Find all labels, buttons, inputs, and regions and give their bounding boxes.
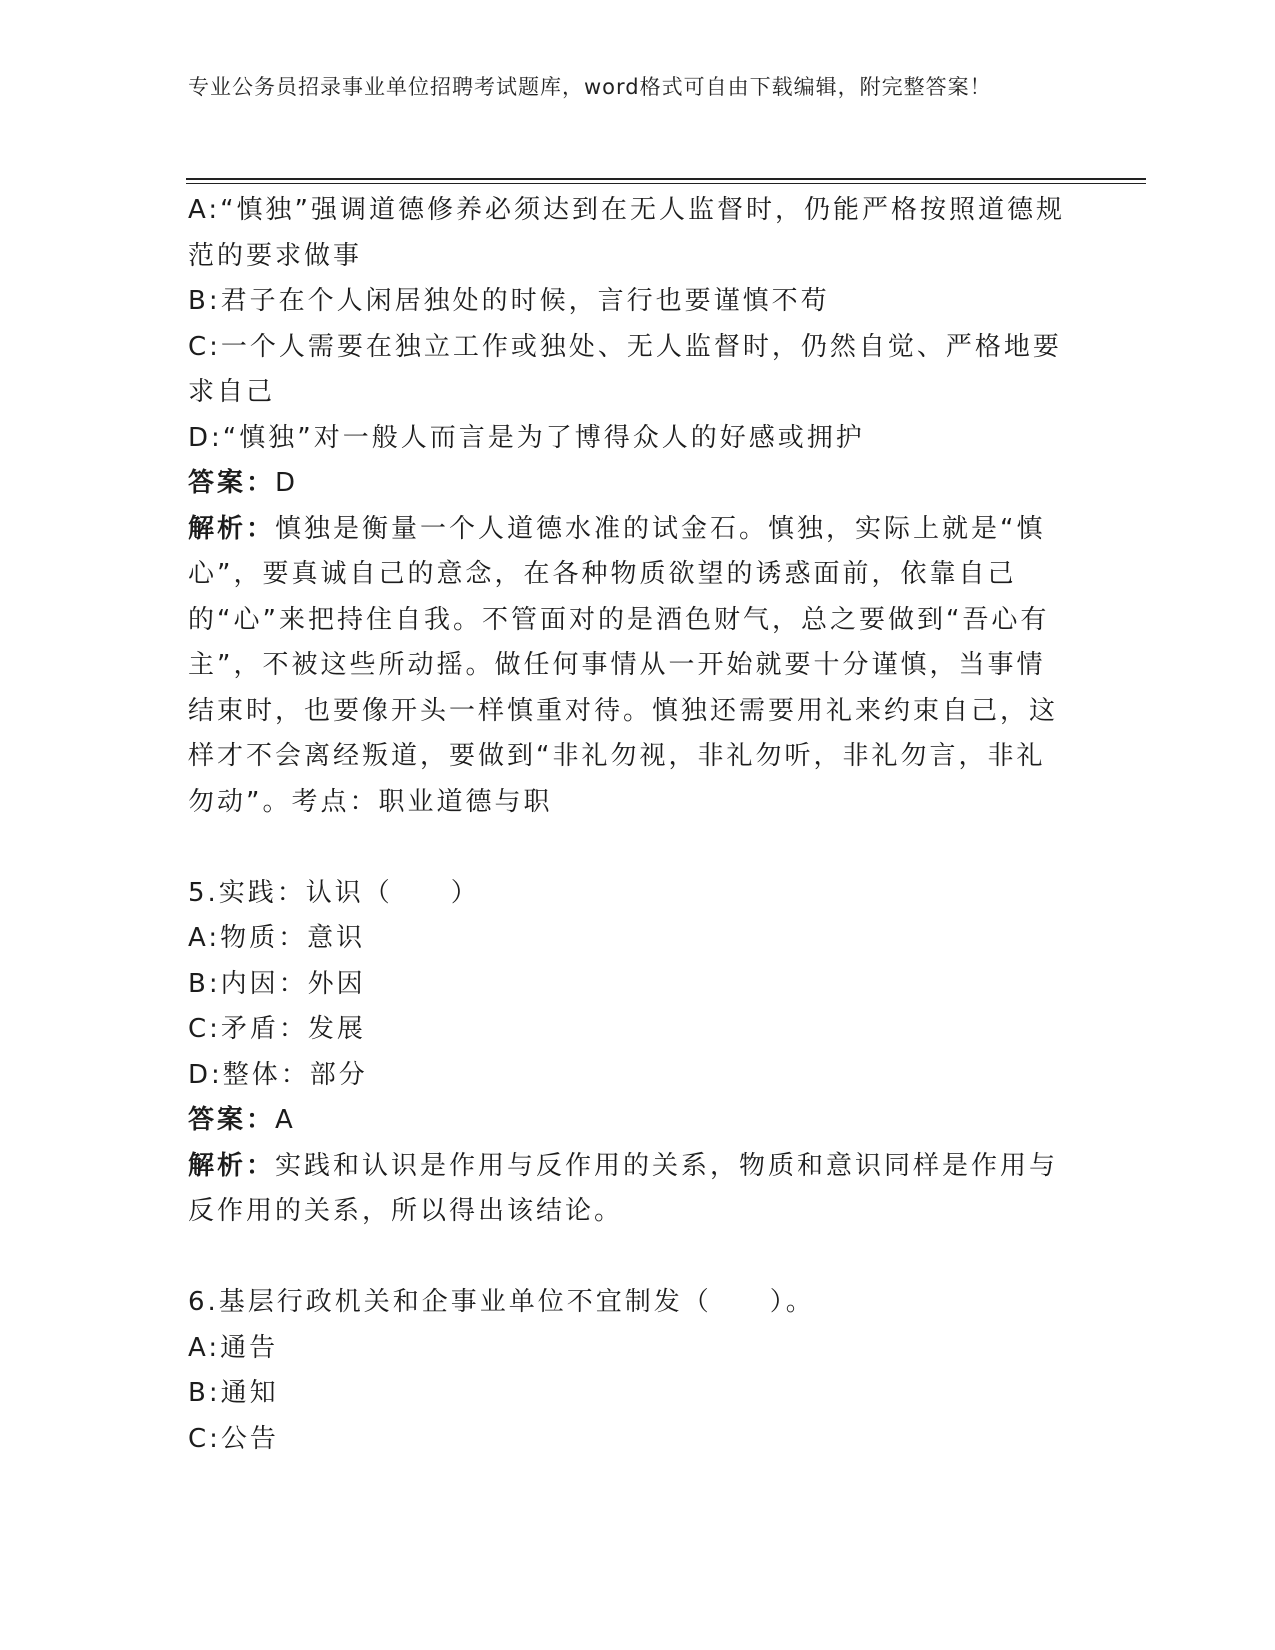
spacer — [188, 1235, 1068, 1281]
analysis — [188, 1144, 1068, 1235]
answer-value: A — [275, 1105, 296, 1135]
option-b: B:通知 — [188, 1378, 279, 1408]
option-c: C:矛盾：发展 — [188, 1014, 366, 1044]
question-4 — [188, 188, 1068, 825]
spacer — [188, 825, 1068, 871]
header-rule-thin — [186, 183, 1146, 184]
option-d: D:整体：部分 — [188, 1059, 368, 1090]
analysis-text: 实践和认识是作用与反作用的关系，物质和意识同样是作用与反作用的关系，所以得出该结论。 — [188, 1150, 1059, 1226]
analysis-label: 解析： — [188, 1150, 276, 1181]
question-6 — [188, 1280, 1068, 1462]
question-5 — [188, 871, 1068, 1235]
option-a: A:“慎独”强调道德修养必须达到在无人监督时，仍能严格按照道德规范的要求做事 — [188, 195, 1066, 271]
header-text: 专业公务员招录事业单位招聘考试题库，word格式可自由下载编辑，附完整答案！ — [188, 75, 992, 99]
answer-value: D — [275, 468, 299, 498]
document-body — [188, 188, 1068, 1462]
question-text: 6.基层行政机关和企事业单位不宜制发（ ）。 — [188, 1287, 815, 1317]
option-d: D:“慎独”对一般人而言是为了博得众人的好感或拥护 — [188, 422, 865, 453]
analysis-label: 解析： — [188, 513, 276, 544]
page-header — [188, 72, 1068, 103]
answer-label: 答案： — [188, 1105, 276, 1135]
option-a: A:物质：意识 — [188, 923, 366, 953]
option-c: C:公告 — [188, 1423, 279, 1454]
analysis — [188, 507, 1068, 826]
option-b: B:内因：外因 — [188, 968, 366, 999]
answer-label: 答案： — [188, 468, 276, 498]
option-b: B:君子在个人闲居独处的时候，言行也要谨慎不苟 — [188, 286, 830, 316]
option-c: C:一个人需要在独立工作或独处、无人监督时，仍然自觉、严格地要求自己 — [188, 331, 1062, 407]
option-a: A:通告 — [188, 1332, 279, 1363]
header-rule-thick — [186, 178, 1146, 180]
analysis-text: 慎独是衡量一个人道德水准的试金石。慎独，实际上就是“慎心”，要真诚自己的意念，在各种物质欲望的诱惑面前，依靠自己的“心”来把持住自我。不管面对的是酒色财气，总之要做到“吾心有主”，不被这些所动摇。做任何事情从一开始就要十分谨慎，当事情结束时，也要像开头一样慎重对待。慎独还需要用礼来约束自己，这样才不会离经叛道，要做到“非礼勿视，非礼勿听，非礼勿言，非礼勿动”。考点：职业道德与职 — [188, 513, 1059, 817]
question-text: 5.实践：认识（ ） — [188, 877, 480, 908]
answer — [188, 461, 1068, 507]
answer — [188, 1098, 1068, 1144]
